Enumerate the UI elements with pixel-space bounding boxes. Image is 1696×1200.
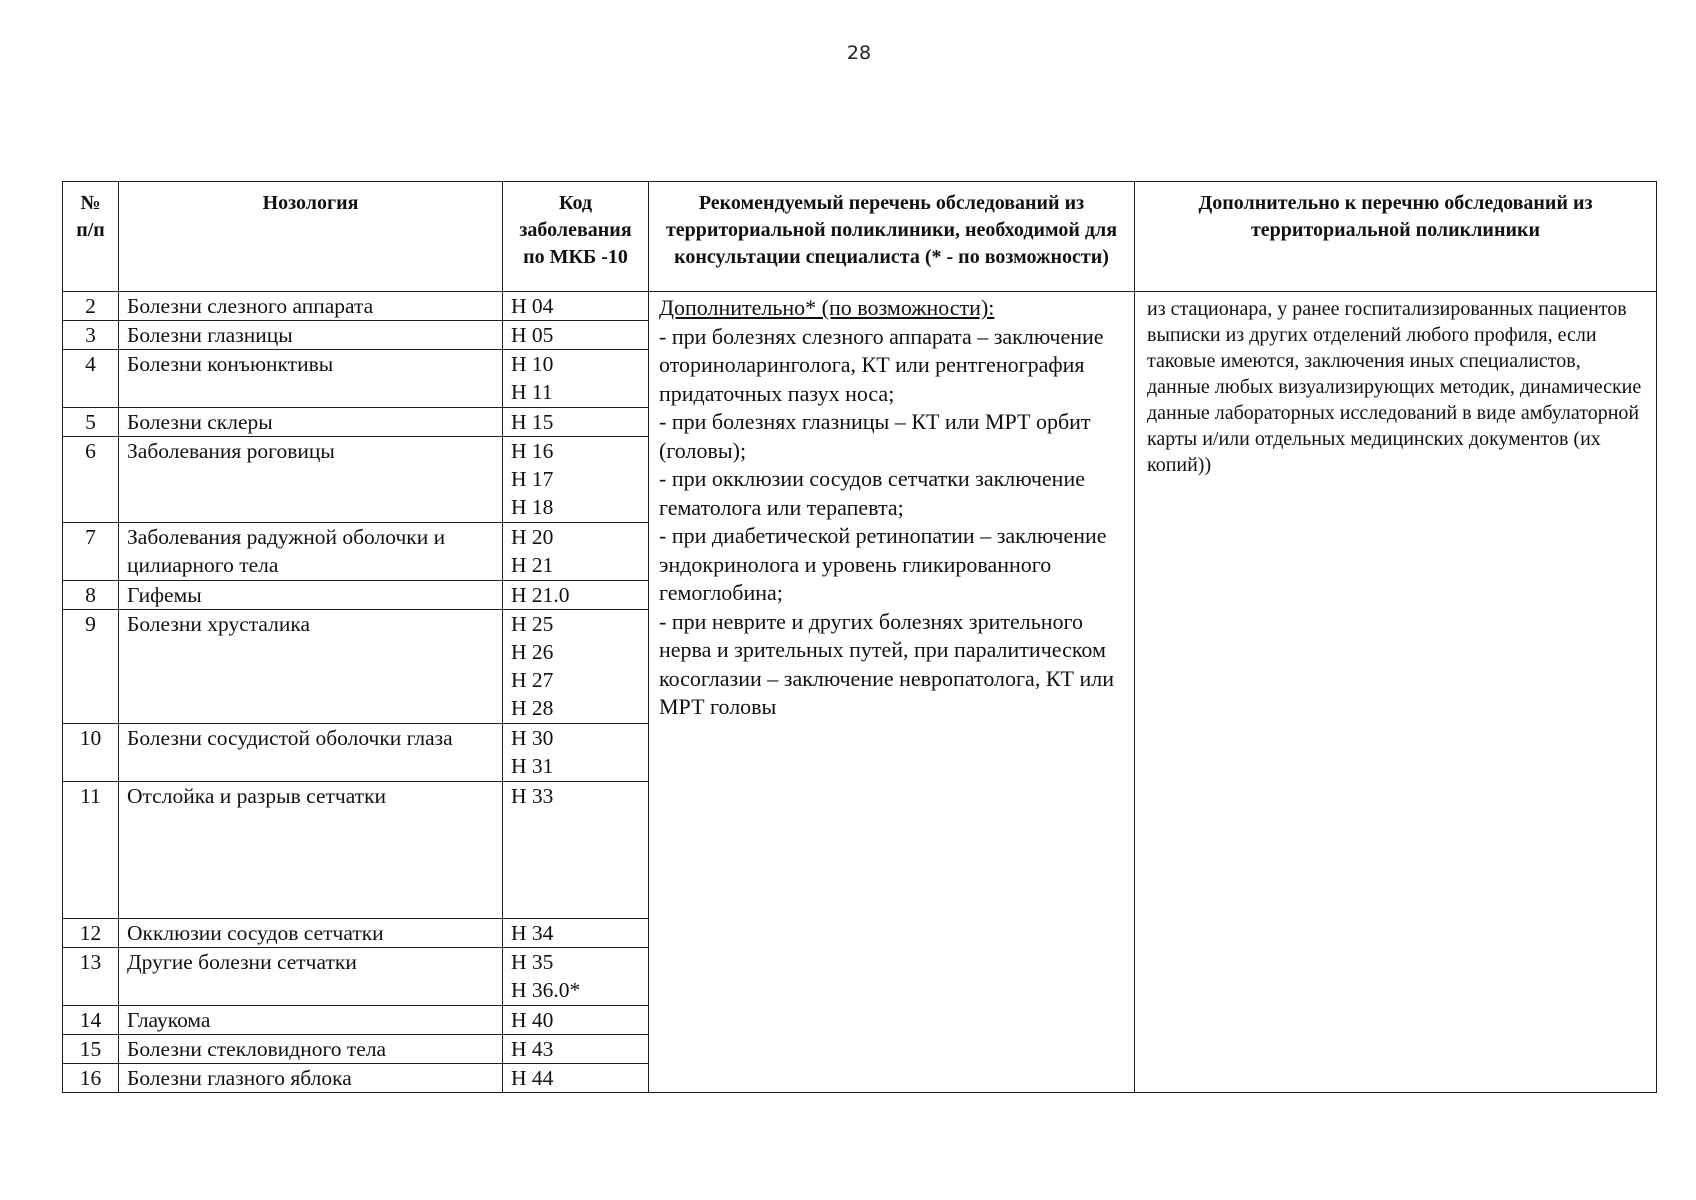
code: Н 21.0 (511, 583, 570, 607)
recommended-line: - при окклюзии сосудов сетчатки заключение гематолога или терапевта; (659, 466, 1085, 520)
code: Н 05 (511, 323, 554, 347)
row-codes (503, 292, 649, 321)
code: Н 18 (511, 495, 554, 519)
code: Н 20 (511, 525, 554, 549)
row-nosology: Болезни глазного яблока (119, 1064, 503, 1093)
row-nosology: Болезни конъюнктивы (119, 350, 503, 408)
code: Н 04 (511, 294, 554, 318)
row-codes (503, 437, 649, 523)
row-codes (503, 610, 649, 724)
row-number: 11 (63, 782, 119, 919)
row-codes (503, 782, 649, 919)
row-codes (503, 1006, 649, 1035)
header-additional: Дополнительно к перечню обследований из территориальной поликлиники (1135, 182, 1657, 292)
table-header-row (63, 182, 1657, 292)
code: Н 33 (511, 784, 554, 808)
recommended-cell (649, 292, 1135, 1093)
row-number: 4 (63, 350, 119, 408)
row-nosology: Болезни склеры (119, 408, 503, 437)
code: Н 25 (511, 612, 554, 636)
row-nosology: Болезни слезного аппарата (119, 292, 503, 321)
row-nosology: Окклюзии сосудов сетчатки (119, 919, 503, 948)
page-number: 28 (846, 42, 872, 64)
code: Н 17 (511, 467, 554, 491)
row-codes (503, 948, 649, 1006)
row-codes (503, 350, 649, 408)
row-number: 5 (63, 408, 119, 437)
code: Н 31 (511, 754, 554, 778)
code: Н 40 (511, 1008, 554, 1032)
header-num: № п/п (63, 182, 119, 292)
row-number: 6 (63, 437, 119, 523)
code: Н 34 (511, 921, 554, 945)
row-nosology: Болезни стекловидного тела (119, 1035, 503, 1064)
row-number: 8 (63, 581, 119, 610)
row-nosology: Болезни сосудистой оболочки глаза (119, 724, 503, 782)
row-number: 15 (63, 1035, 119, 1064)
code: Н 26 (511, 640, 554, 664)
row-codes (503, 919, 649, 948)
recommended-line: - при болезнях глазницы – КТ или МРТ орбит (головы); (659, 409, 1091, 463)
row-codes (503, 408, 649, 437)
row-number: 7 (63, 523, 119, 581)
table-row (63, 292, 1657, 321)
row-nosology: Болезни глазницы (119, 321, 503, 350)
row-codes (503, 523, 649, 581)
code: Н 30 (511, 726, 554, 750)
row-nosology: Глаукома (119, 1006, 503, 1035)
row-codes (503, 1035, 649, 1064)
header-code: Код заболевания по МКБ -10 (503, 182, 649, 292)
header-recommended: Рекомендуемый перечень обследований из территориальной поликлиники, необходимой для консультации специалиста (* - по возможности) (649, 182, 1135, 292)
recommended-line: - при диабетической ретинопатии – заключение эндокринолога и уровень гликированного гемоглобина; (659, 523, 1107, 605)
row-nosology: Отслойка и разрыв сетчатки (119, 782, 503, 919)
row-number: 12 (63, 919, 119, 948)
row-nosology: Заболевания роговицы (119, 437, 503, 523)
code: Н 27 (511, 668, 554, 692)
row-codes (503, 321, 649, 350)
row-number: 2 (63, 292, 119, 321)
code: Н 10 (511, 352, 554, 376)
row-number: 10 (63, 724, 119, 782)
row-number: 13 (63, 948, 119, 1006)
row-nosology: Заболевания радужной оболочки и цилиарного тела (119, 523, 503, 581)
header-nosology: Нозология (119, 182, 503, 292)
recommended-intro: Дополнительно* (по возможности): (659, 295, 995, 320)
code: Н 15 (511, 410, 554, 434)
examination-table (62, 181, 1657, 1093)
row-codes (503, 724, 649, 782)
recommended-line: - при болезнях слезного аппарата – заключение оториноларинголога, КТ или рентгенография придаточных пазух носа; (659, 323, 1104, 406)
row-codes (503, 1064, 649, 1093)
row-number: 9 (63, 610, 119, 724)
row-nosology: Другие болезни сетчатки (119, 948, 503, 1006)
code: Н 16 (511, 439, 554, 463)
code: Н 36.0* (511, 978, 581, 1002)
code: Н 44 (511, 1066, 554, 1090)
code: Н 21 (511, 553, 554, 577)
row-number: 3 (63, 321, 119, 350)
row-number: 16 (63, 1064, 119, 1093)
code: Н 11 (511, 380, 553, 404)
code: Н 35 (511, 950, 554, 974)
row-codes (503, 581, 649, 610)
row-number: 14 (63, 1006, 119, 1035)
row-nosology: Болезни хрусталика (119, 610, 503, 724)
code: Н 43 (511, 1037, 554, 1061)
recommended-line: - при неврите и других болезнях зрительного нерва и зрительных путей, при паралитическом косоглазии – заключение невропатолога, КТ или МРТ головы (659, 608, 1114, 719)
row-nosology: Гифемы (119, 581, 503, 610)
additional-cell: из стационара, у ранее госпитализированных пациентов выписки из других отделений любого профиля, если таковые имеются, заключения иных специалистов, данные любых визуализирующих методик, динамические данные лабораторных исследований в виде амбулаторной карты и/или отдельных медицинских документов (их копий)) (1135, 292, 1657, 1093)
code: Н 28 (511, 696, 554, 720)
